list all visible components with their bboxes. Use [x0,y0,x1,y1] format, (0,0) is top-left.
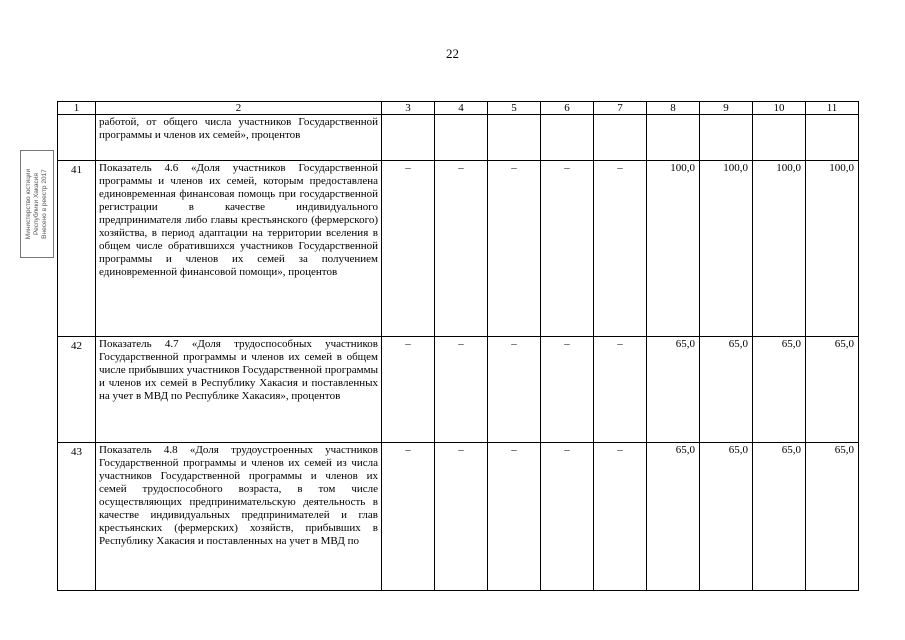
column-header: 7 [594,102,647,115]
row-cell: – [382,337,435,443]
row-cell [541,115,594,161]
column-header: 3 [382,102,435,115]
table-row [58,161,859,337]
row-cell [594,115,647,161]
row-cell: – [435,337,488,443]
registry-stamp [20,150,54,258]
row-cell: 65,0 [647,337,700,443]
row-number: 42 [58,337,96,443]
row-cell: – [488,443,541,591]
row-cell [435,115,488,161]
stamp-line: Внесено в реестр 2017 [41,169,48,239]
row-cell: 65,0 [806,443,859,591]
row-cell: 65,0 [700,337,753,443]
row-number [58,115,96,161]
row-cell [806,115,859,161]
column-header: 1 [58,102,96,115]
row-cell: 100,0 [806,161,859,337]
row-cell [753,115,806,161]
row-cell: – [594,337,647,443]
row-cell: 100,0 [700,161,753,337]
row-cell: – [382,443,435,591]
stamp-line: Республики Хакасия [33,173,40,235]
row-cell: 65,0 [753,337,806,443]
column-header: 2 [96,102,382,115]
row-cell: – [594,161,647,337]
row-cell: 100,0 [647,161,700,337]
row-cell: – [541,161,594,337]
indicators-table [57,101,859,591]
stamp-text [25,169,49,239]
row-cell: – [541,443,594,591]
row-description: Показатель 4.7 «Доля трудоспособных участников Государственной программы и членов их семей в общем числе прибывших участников Государственной программы и членов их семей в Республику Хакасия и поставленных на учет в МВД по Республике Хакасия», процентов [96,337,382,443]
column-header: 8 [647,102,700,115]
column-header: 9 [700,102,753,115]
row-cell: – [594,443,647,591]
row-cell: 65,0 [647,443,700,591]
row-cell: – [488,337,541,443]
row-cell: – [488,161,541,337]
page-number: 22 [446,46,459,61]
row-description: Показатель 4.6 «Доля участников Государственной программы и членов их семей, которым предоставлена единовременная финансовая помощь при государственной регистрации в качестве индивидуального предпринимателя либо главы крестьянского (фермерского) хозяйства, в период адаптации на территории вселения в общем числе обратившихся участников Государственной программы и членов их семей за получением единовременной финансовой помощи», процентов [96,161,382,337]
table-row [58,443,859,591]
row-cell: – [541,337,594,443]
row-cell: 65,0 [700,443,753,591]
column-header: 11 [806,102,859,115]
stamp-line: Министерство юстиции [25,168,32,240]
column-header: 6 [541,102,594,115]
row-description: работой, от общего числа участников Государственной программы и членов их семей», процентов [96,115,382,161]
row-description: Показатель 4.8 «Доля трудоустроенных участников Государственной программы и членов их семей из числа участников Государственной программы и членов их семей трудоспособного возраста, в том числе осуществляющих предпринимательскую деятельность в качестве индивидуальных предпринимателей и глав крестьянских (фермерских) хозяйств, прибывших в Республику Хакасия и поставленных на учет в МВД по [96,443,382,591]
row-cell: – [382,161,435,337]
table-row [58,115,859,161]
row-cell [382,115,435,161]
column-header: 4 [435,102,488,115]
column-header: 5 [488,102,541,115]
row-cell [488,115,541,161]
row-number: 41 [58,161,96,337]
row-number: 43 [58,443,96,591]
row-cell: 65,0 [753,443,806,591]
table-row [58,337,859,443]
row-cell [700,115,753,161]
row-cell: 65,0 [806,337,859,443]
row-cell: – [435,161,488,337]
row-cell: 100,0 [753,161,806,337]
column-header: 10 [753,102,806,115]
table-header-row [58,102,859,115]
row-cell: – [435,443,488,591]
row-cell [647,115,700,161]
